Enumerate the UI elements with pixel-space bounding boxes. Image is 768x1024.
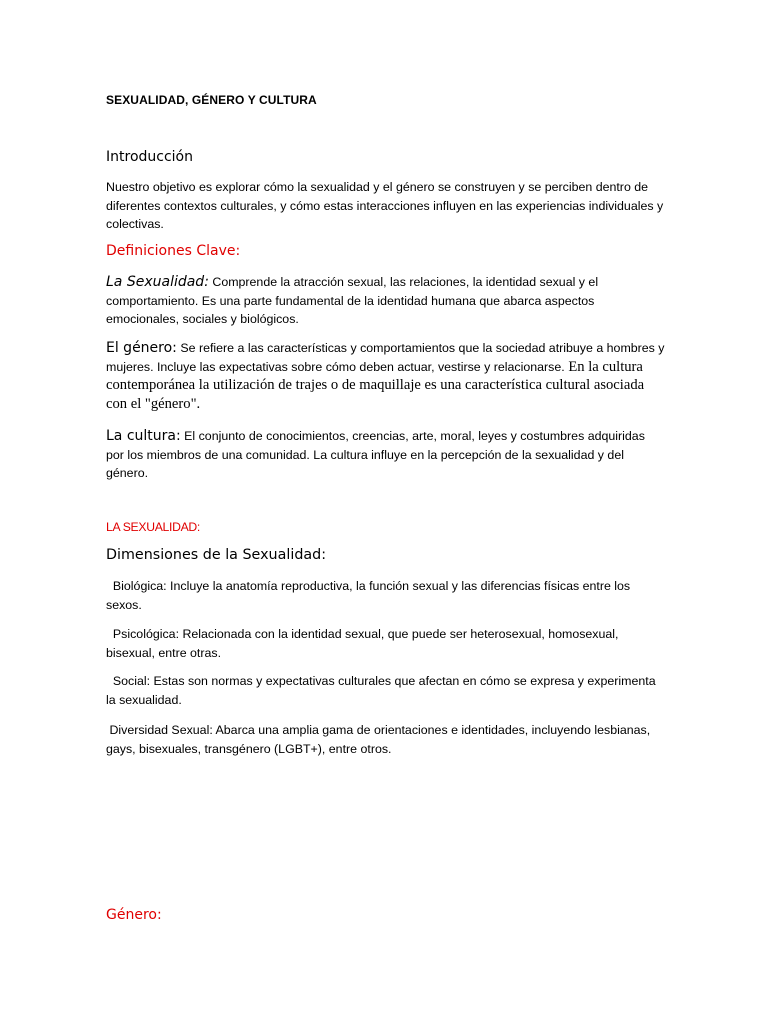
dimensions-heading: Dimensiones de la Sexualidad:: [106, 547, 327, 563]
document-title: SEXUALIDAD, GÉNERO Y CULTURA: [106, 93, 317, 107]
dimension-psicologica: Psicológica: Relacionada con la identidad sexual, que puede ser heterosexual, homosexual, bisexual, entre otras.: [106, 627, 622, 660]
dimension-social: Social: Estas son normas y expectativas culturales que afectan en cómo se expresa y experimenta la sexualidad.: [106, 674, 660, 707]
definition-cultura: [106, 427, 666, 483]
definition-term-sexualidad: La Sexualidad:: [106, 274, 209, 290]
definitions-heading: Definiciones Clave:: [106, 243, 241, 259]
intro-paragraph: Nuestro objetivo es explorar cómo la sexualidad y el género se construyen y se perciben dentro de diferentes contextos culturales, y cómo estas interacciones influyen en las experiencias individuales y colectivas.: [106, 180, 664, 232]
definition-text-genero-serif: En la cultura contemporánea la utilización de trajes o de maquillaje es una característica cultural asociada con el "género".: [106, 358, 645, 412]
definition-text-cultura: El conjunto de conocimientos, creencias, arte, moral, leyes y costumbres adquiridas por los miembros de una comunidad. La cultura influye en la percepción de la sexualidad y del género.: [106, 429, 645, 481]
section-heading-sexualidad: LA SEXUALIDAD:: [106, 520, 201, 534]
intro-heading: Introducción: [106, 149, 193, 165]
dimension-diversidad: Diversidad Sexual: Abarca una amplia gama de orientaciones e identidades, incluyendo lesbianas, gays, bisexuales, transgénero (LGBT+), entre otros.: [106, 723, 654, 756]
definition-genero: [106, 339, 666, 413]
dimension-biologica: Biológica: Incluye la anatomía reproductiva, la función sexual y las diferencias físicas entre los sexos.: [106, 579, 634, 612]
definition-term-cultura: La cultura:: [106, 428, 181, 444]
definition-term-genero: El género:: [106, 340, 177, 356]
definition-text-genero: Se refiere a las características y comportamientos que la sociedad atribuye a hombres y mujeres. Incluye las expectativas sobre cómo deben actuar, vestirse y relacionarse.: [106, 341, 665, 374]
definition-sexualidad: [106, 273, 666, 329]
definition-text-sexualidad: Comprende la atracción sexual, las relaciones, la identidad sexual y el comportamiento. Es una parte fundamental de la identidad humana que abarca aspectos emocionales, sociales y biológicos.: [106, 275, 599, 327]
genero-heading: Género:: [106, 907, 162, 923]
